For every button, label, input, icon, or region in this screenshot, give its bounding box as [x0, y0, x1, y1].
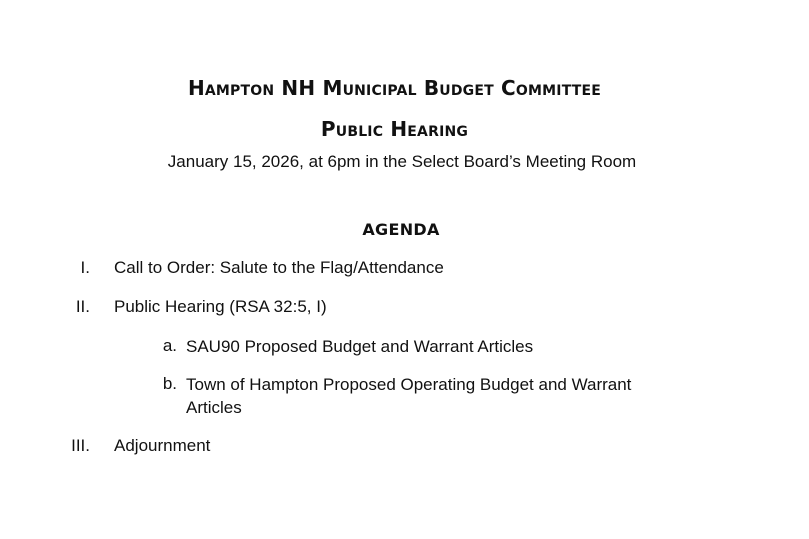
agenda-subitem-town-budget: Town of Hampton Proposed Operating Budget and Warrant Articles [186, 375, 632, 417]
agenda-subitem-letter: b. [162, 374, 177, 393]
agenda-item-call-to-order: Call to Order: Salute to the Flag/Attendance [114, 258, 444, 277]
meeting-details: January 15, 2026, at 6pm in the Select Board’s Meeting Room [167, 152, 637, 171]
agenda-heading: AGENDA [362, 220, 440, 239]
agenda-subitem-letter: a. [162, 336, 177, 355]
agenda-item-numeral: III. [71, 436, 90, 455]
agenda-item-public-hearing: Public Hearing (RSA 32:5, I) [114, 297, 327, 316]
document-subtitle-heading: Public Hearing [320, 117, 469, 141]
agenda-item-adjournment: Adjournment [114, 436, 211, 455]
agenda-subitem-sau90: SAU90 Proposed Budget and Warrant Articles [186, 337, 534, 356]
document-title: Hampton NH Municipal Budget Committee [187, 76, 602, 100]
agenda-item-numeral: II. [75, 297, 90, 316]
agenda-item-numeral: I. [80, 258, 90, 277]
